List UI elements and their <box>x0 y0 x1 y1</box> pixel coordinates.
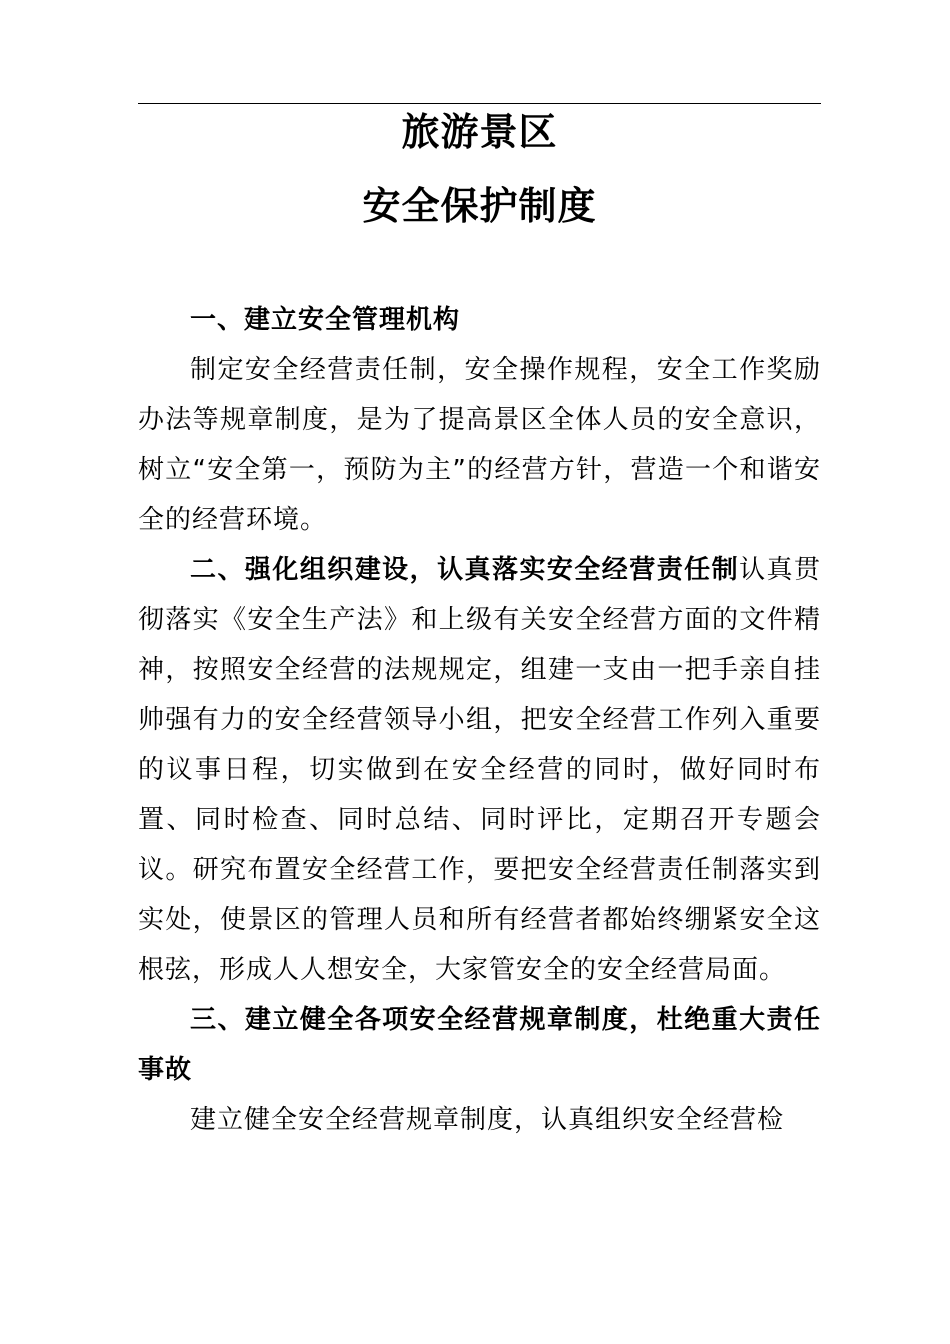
section-1-heading: 一、建立安全管理机构 <box>190 305 461 335</box>
section-3-heading: 三、建立健全各项安全经营规章制度，杜绝重大责任事故 <box>138 1005 821 1085</box>
header-rule <box>138 103 821 104</box>
section-3-body: 建立健全安全经营规章制度，认真组织安全经营检 <box>190 1105 785 1135</box>
document-body <box>138 295 821 1145</box>
document-title-line2: 安全保护制度 <box>362 184 597 228</box>
document-title-line1: 旅游景区 <box>401 110 558 154</box>
section-1-body: 制定安全经营责任制，安全操作规程，安全工作奖励办法等规章制度，是为了提高景区全体人员的安全意识，树立“安全第一，预防为主”的经营方针，营造一个和谐安全的经营环境。 <box>138 355 821 535</box>
section-2-paragraph <box>138 545 821 995</box>
section-2-body: 认真贯彻落实《安全生产法》和上级有关安全经营方面的文件精神，按照安全经营的法规规定，组建一支由一把手亲自挂帅强有力的安全经营领导小组，把安全经营工作列入重要的议事日程，切实做到在安全经营的同时，做好同时布置、同时检查、同时总结、同时评比，定期召开专题会议。研究布置安全经营工作，要把安全经营责任制落实到实处，使景区的管理人员和所有经营者都始终绷紧安全这根弦，形成人人想安全，大家管安全的安全经营局面。 <box>138 555 821 985</box>
section-2-heading: 二、强化组织建设，认真落实安全经营责任制 <box>190 555 740 585</box>
